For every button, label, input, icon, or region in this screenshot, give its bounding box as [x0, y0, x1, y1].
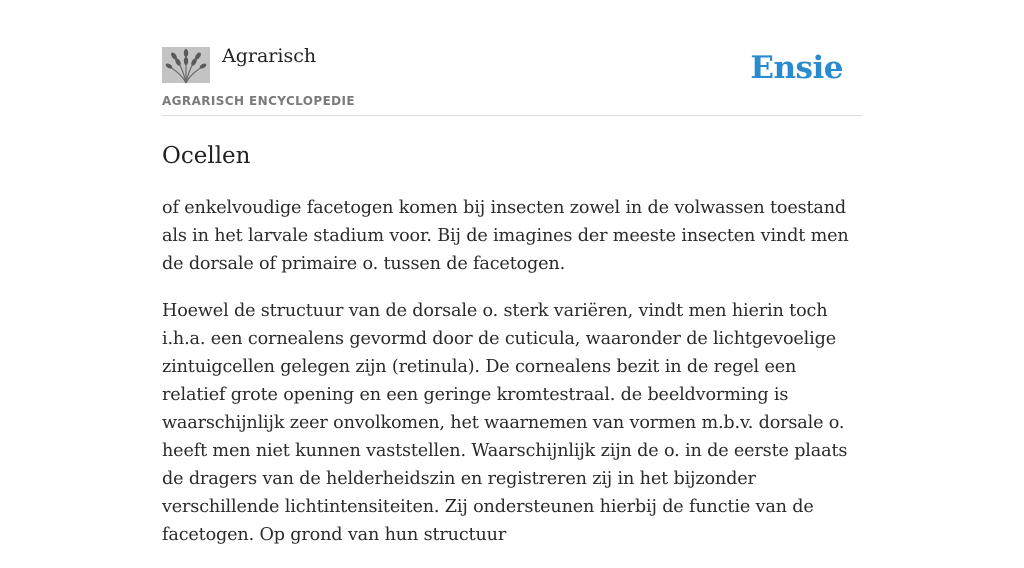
site-header	[162, 0, 862, 116]
article-paragraph: Hoewel de structuur van de dorsale o. sterk variëren, vindt men hierin toch i.h.a. een cornealens gevormd door de cuticula, waaronder de lichtgevoelige zintuigcellen gelegen zijn (retinula). De cornealens bezit in de regel een relatief grote opening en een geringe kromtestraal. de beeldvorming is waarschijnlijk zeer onvolkomen, het waarnemen van vormen m.b.v. dorsale o. heeft men niet kunnen vaststellen. Waarschijnlijk zijn de o. in de eerste plaats de dragers van de helderheidszin en registreren zij in het bijzonder verschillende lichtintensiteiten. Zij ondersteunen hierbij de functie van de facetogen. Op grond van hun structuur	[162, 301, 848, 545]
site-name-link[interactable]: Agrarisch	[222, 45, 317, 67]
article-paragraph: of enkelvoudige facetogen komen bij insecten zowel in de volwassen toestand als in het larvale stadium voor. Bij de imagines der meeste insecten vindt men de dorsale of primaire o. tussen de facetogen.	[162, 198, 849, 274]
wheat-logo-icon[interactable]	[162, 47, 210, 83]
article-body	[162, 194, 862, 549]
site-subtitle: AGRARISCH ENCYCLOPEDIE	[162, 94, 355, 108]
article-title: Ocellen	[162, 143, 251, 169]
ensie-brand-link[interactable]: Ensie	[750, 50, 843, 86]
content-container	[162, 0, 862, 568]
